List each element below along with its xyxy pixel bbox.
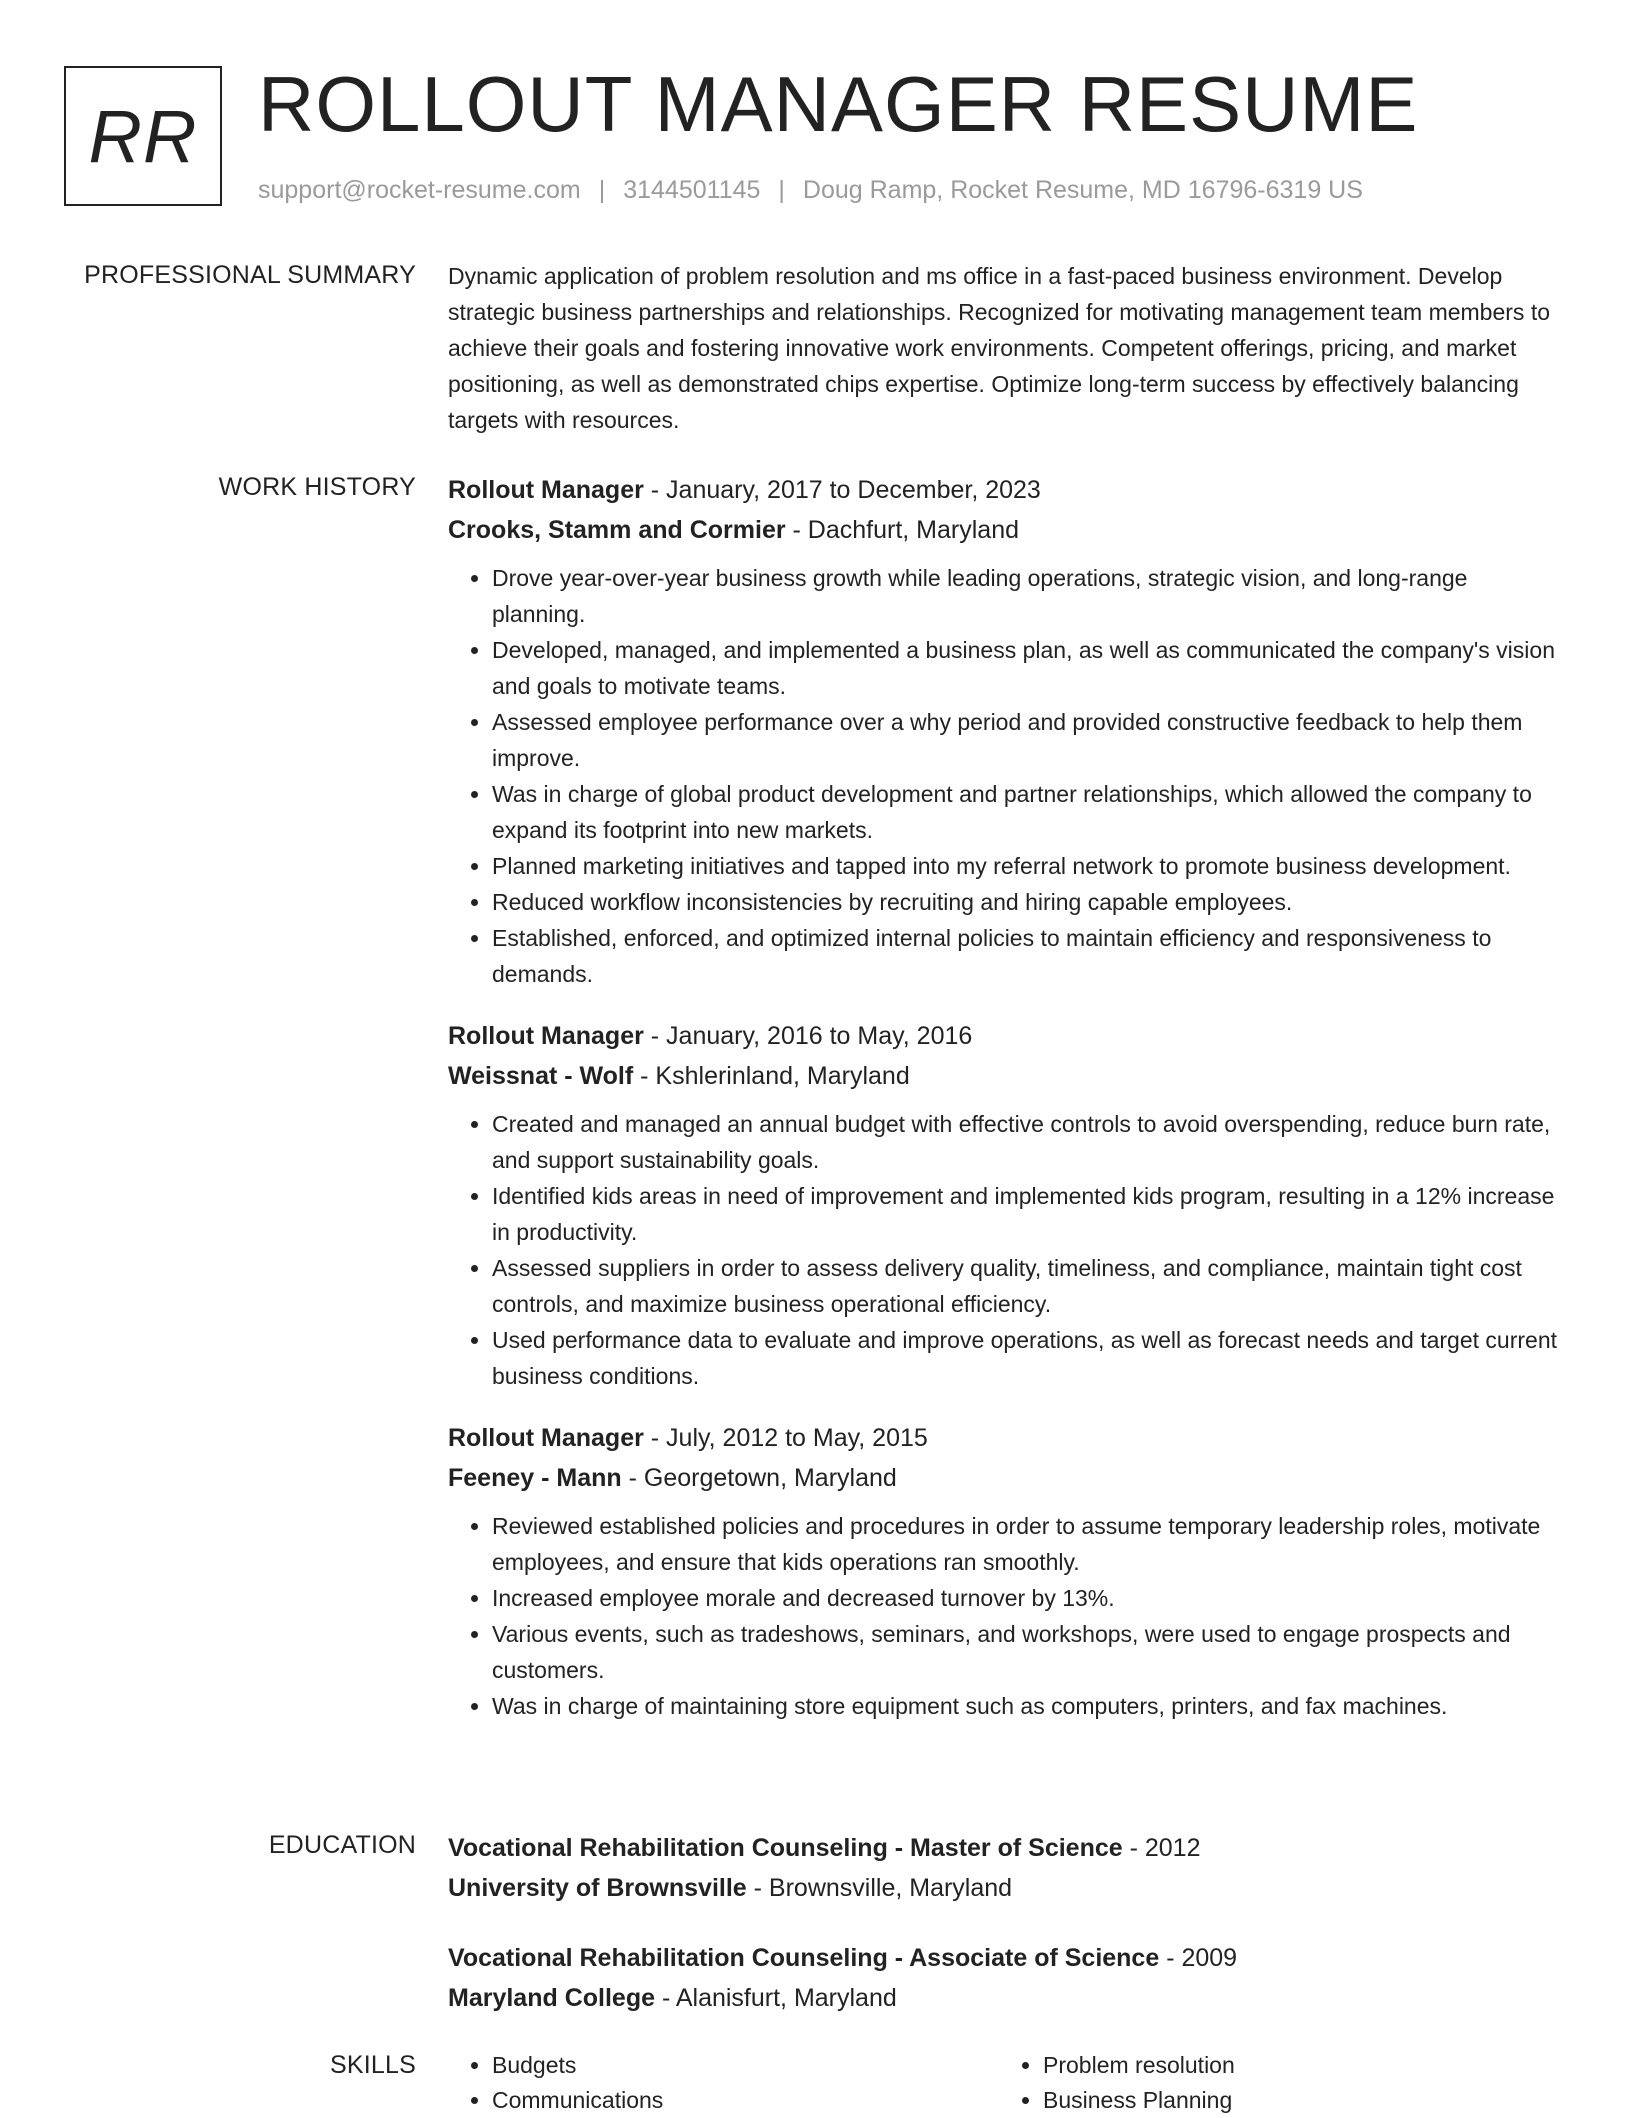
- skill-item: • Business Planning: [1043, 2083, 1550, 2118]
- job-bullets: [448, 1508, 1566, 1724]
- job-company: Crooks, Stamm and Cormier: [448, 516, 786, 544]
- education-school: Maryland College: [448, 1984, 655, 2012]
- job-bullet: • Various events, such as tradeshows, seminars, and workshops, were used to engage prospects and customers.: [492, 1616, 1566, 1688]
- job-title: Rollout Manager: [448, 1424, 644, 1452]
- skill-item: • Budgets: [492, 2048, 999, 2083]
- skills-column-right: [999, 2048, 1550, 2118]
- education-school: University of Brownsville: [448, 1874, 747, 1902]
- job-bullet: • Drove year-over-year business growth while leading operations, strategic vision, and long-range planning.: [492, 560, 1566, 632]
- job-company-line: [448, 1056, 1566, 1096]
- job-company-line: [448, 510, 1566, 550]
- skills-grid: [448, 2048, 1566, 2118]
- skills-column-left: [448, 2048, 999, 2118]
- section-heading-skills: SKILLS: [330, 2051, 416, 2079]
- skill-item: • Problem resolution: [1043, 2048, 1550, 2083]
- job-bullet: • Used performance data to evaluate and improve operations, as well as forecast needs and target current business conditions.: [492, 1322, 1566, 1394]
- job-title-line: [448, 1418, 1566, 1458]
- job-company-line: [448, 1458, 1566, 1498]
- job-location: - Dachfurt, Maryland: [785, 516, 1020, 544]
- job-dates: - January, 2017 to December, 2023: [643, 476, 1041, 504]
- job-entry: [448, 1016, 1566, 1394]
- skills-list: [448, 2048, 999, 2118]
- education-location: - Brownsville, Maryland: [746, 1874, 1013, 1902]
- education-degree: Vocational Rehabilitation Counseling - Associate of Science: [448, 1944, 1160, 1972]
- contact-line: [258, 172, 1363, 208]
- summary-body: [448, 258, 1566, 438]
- job-bullet: • Increased employee morale and decreased turnover by 13%.: [492, 1580, 1566, 1616]
- skill-item: • Communications: [492, 2083, 999, 2118]
- contact-separator: |: [778, 176, 785, 204]
- resume-title: ROLLOUT MANAGER RESUME: [258, 60, 1419, 148]
- education-body: [448, 1828, 1566, 2048]
- job-company: Feeney - Mann: [448, 1464, 622, 1492]
- education-degree-line: [448, 1938, 1566, 1978]
- job-title: Rollout Manager: [448, 1022, 644, 1050]
- job-bullet: • Assessed suppliers in order to assess delivery quality, timeliness, and compliance, maintain tight cost controls, and maximize business operational efficiency.: [492, 1250, 1566, 1322]
- job-bullet: • Was in charge of global product development and partner relationships, which allowed the company to expand its footprint into new markets.: [492, 776, 1566, 848]
- job-location: - Kshlerinland, Maryland: [633, 1062, 910, 1090]
- job-title-line: [448, 1016, 1566, 1056]
- job-location: - Georgetown, Maryland: [621, 1464, 897, 1492]
- education-year: - 2009: [1159, 1944, 1238, 1972]
- job-entry: [448, 1418, 1566, 1724]
- skills-list: [999, 2048, 1550, 2118]
- monogram-badge: [64, 66, 222, 206]
- education-degree-line: [448, 1828, 1566, 1868]
- education-school-line: [448, 1868, 1566, 1908]
- job-bullet: • Reduced workflow inconsistencies by recruiting and hiring capable employees.: [492, 884, 1566, 920]
- job-bullet: • Reviewed established policies and procedures in order to assume temporary leadership roles, motivate employees, and ensure that kids operations ran smoothly.: [492, 1508, 1566, 1580]
- work-history-body: [448, 470, 1566, 1748]
- job-entry: [448, 470, 1566, 992]
- monogram-initials: RR: [88, 94, 198, 178]
- job-bullet: • Developed, managed, and implemented a business plan, as well as communicated the company's vision and goals to motivate teams.: [492, 632, 1566, 704]
- education-entry: [448, 1828, 1566, 1908]
- contact-separator: |: [598, 176, 606, 204]
- education-degree: Vocational Rehabilitation Counseling - Master of Science: [448, 1834, 1123, 1862]
- job-bullet: • Created and managed an annual budget with effective controls to avoid overspending, reduce burn rate, and support sustainability goals.: [492, 1106, 1566, 1178]
- job-dates: - July, 2012 to May, 2015: [643, 1424, 928, 1452]
- section-heading-work-history: WORK HISTORY: [218, 473, 416, 501]
- education-year: - 2012: [1122, 1834, 1201, 1862]
- job-bullet: • Identified kids areas in need of improvement and implemented kids program, resulting in a 12% increase in productivity.: [492, 1178, 1566, 1250]
- job-dates: - January, 2016 to May, 2016: [643, 1022, 973, 1050]
- job-bullets: [448, 560, 1566, 992]
- education-entry: [448, 1938, 1566, 2018]
- summary-text: Dynamic application of problem resolution and ms office in a fast-paced business environment. Develop strategic business partnerships and relationships. Recognized for motivating management team members to achieve their goals and fostering innovative work environments. Competent offerings, pricing, and market positioning, as well as demonstrated chips expertise. Optimize long-term success by effectively balancing targets with resources.: [448, 263, 1551, 433]
- job-bullet: • Was in charge of maintaining store equipment such as computers, printers, and fax machines.: [492, 1688, 1566, 1724]
- section-heading-summary: PROFESSIONAL SUMMARY: [84, 261, 416, 289]
- job-bullet: • Assessed employee performance over a why period and provided constructive feedback to help them improve.: [492, 704, 1566, 776]
- contact-phone[interactable]: 3144501145: [623, 176, 761, 204]
- education-location: - Alanisfurt, Maryland: [655, 1984, 897, 2012]
- education-school-line: [448, 1978, 1566, 2018]
- job-title-line: [448, 470, 1566, 510]
- job-bullet: • Established, enforced, and optimized internal policies to maintain efficiency and responsiveness to demands.: [492, 920, 1566, 992]
- contact-email[interactable]: support@rocket-resume.com: [258, 176, 581, 204]
- job-bullet: • Planned marketing initiatives and tapped into my referral network to promote business development.: [492, 848, 1566, 884]
- job-bullets: [448, 1106, 1566, 1394]
- contact-address: Doug Ramp, Rocket Resume, MD 16796-6319 US: [802, 176, 1363, 204]
- job-title: Rollout Manager: [448, 476, 644, 504]
- job-company: Weissnat - Wolf: [448, 1062, 634, 1090]
- section-heading-education: EDUCATION: [268, 1831, 416, 1859]
- skills-body: [448, 2048, 1566, 2118]
